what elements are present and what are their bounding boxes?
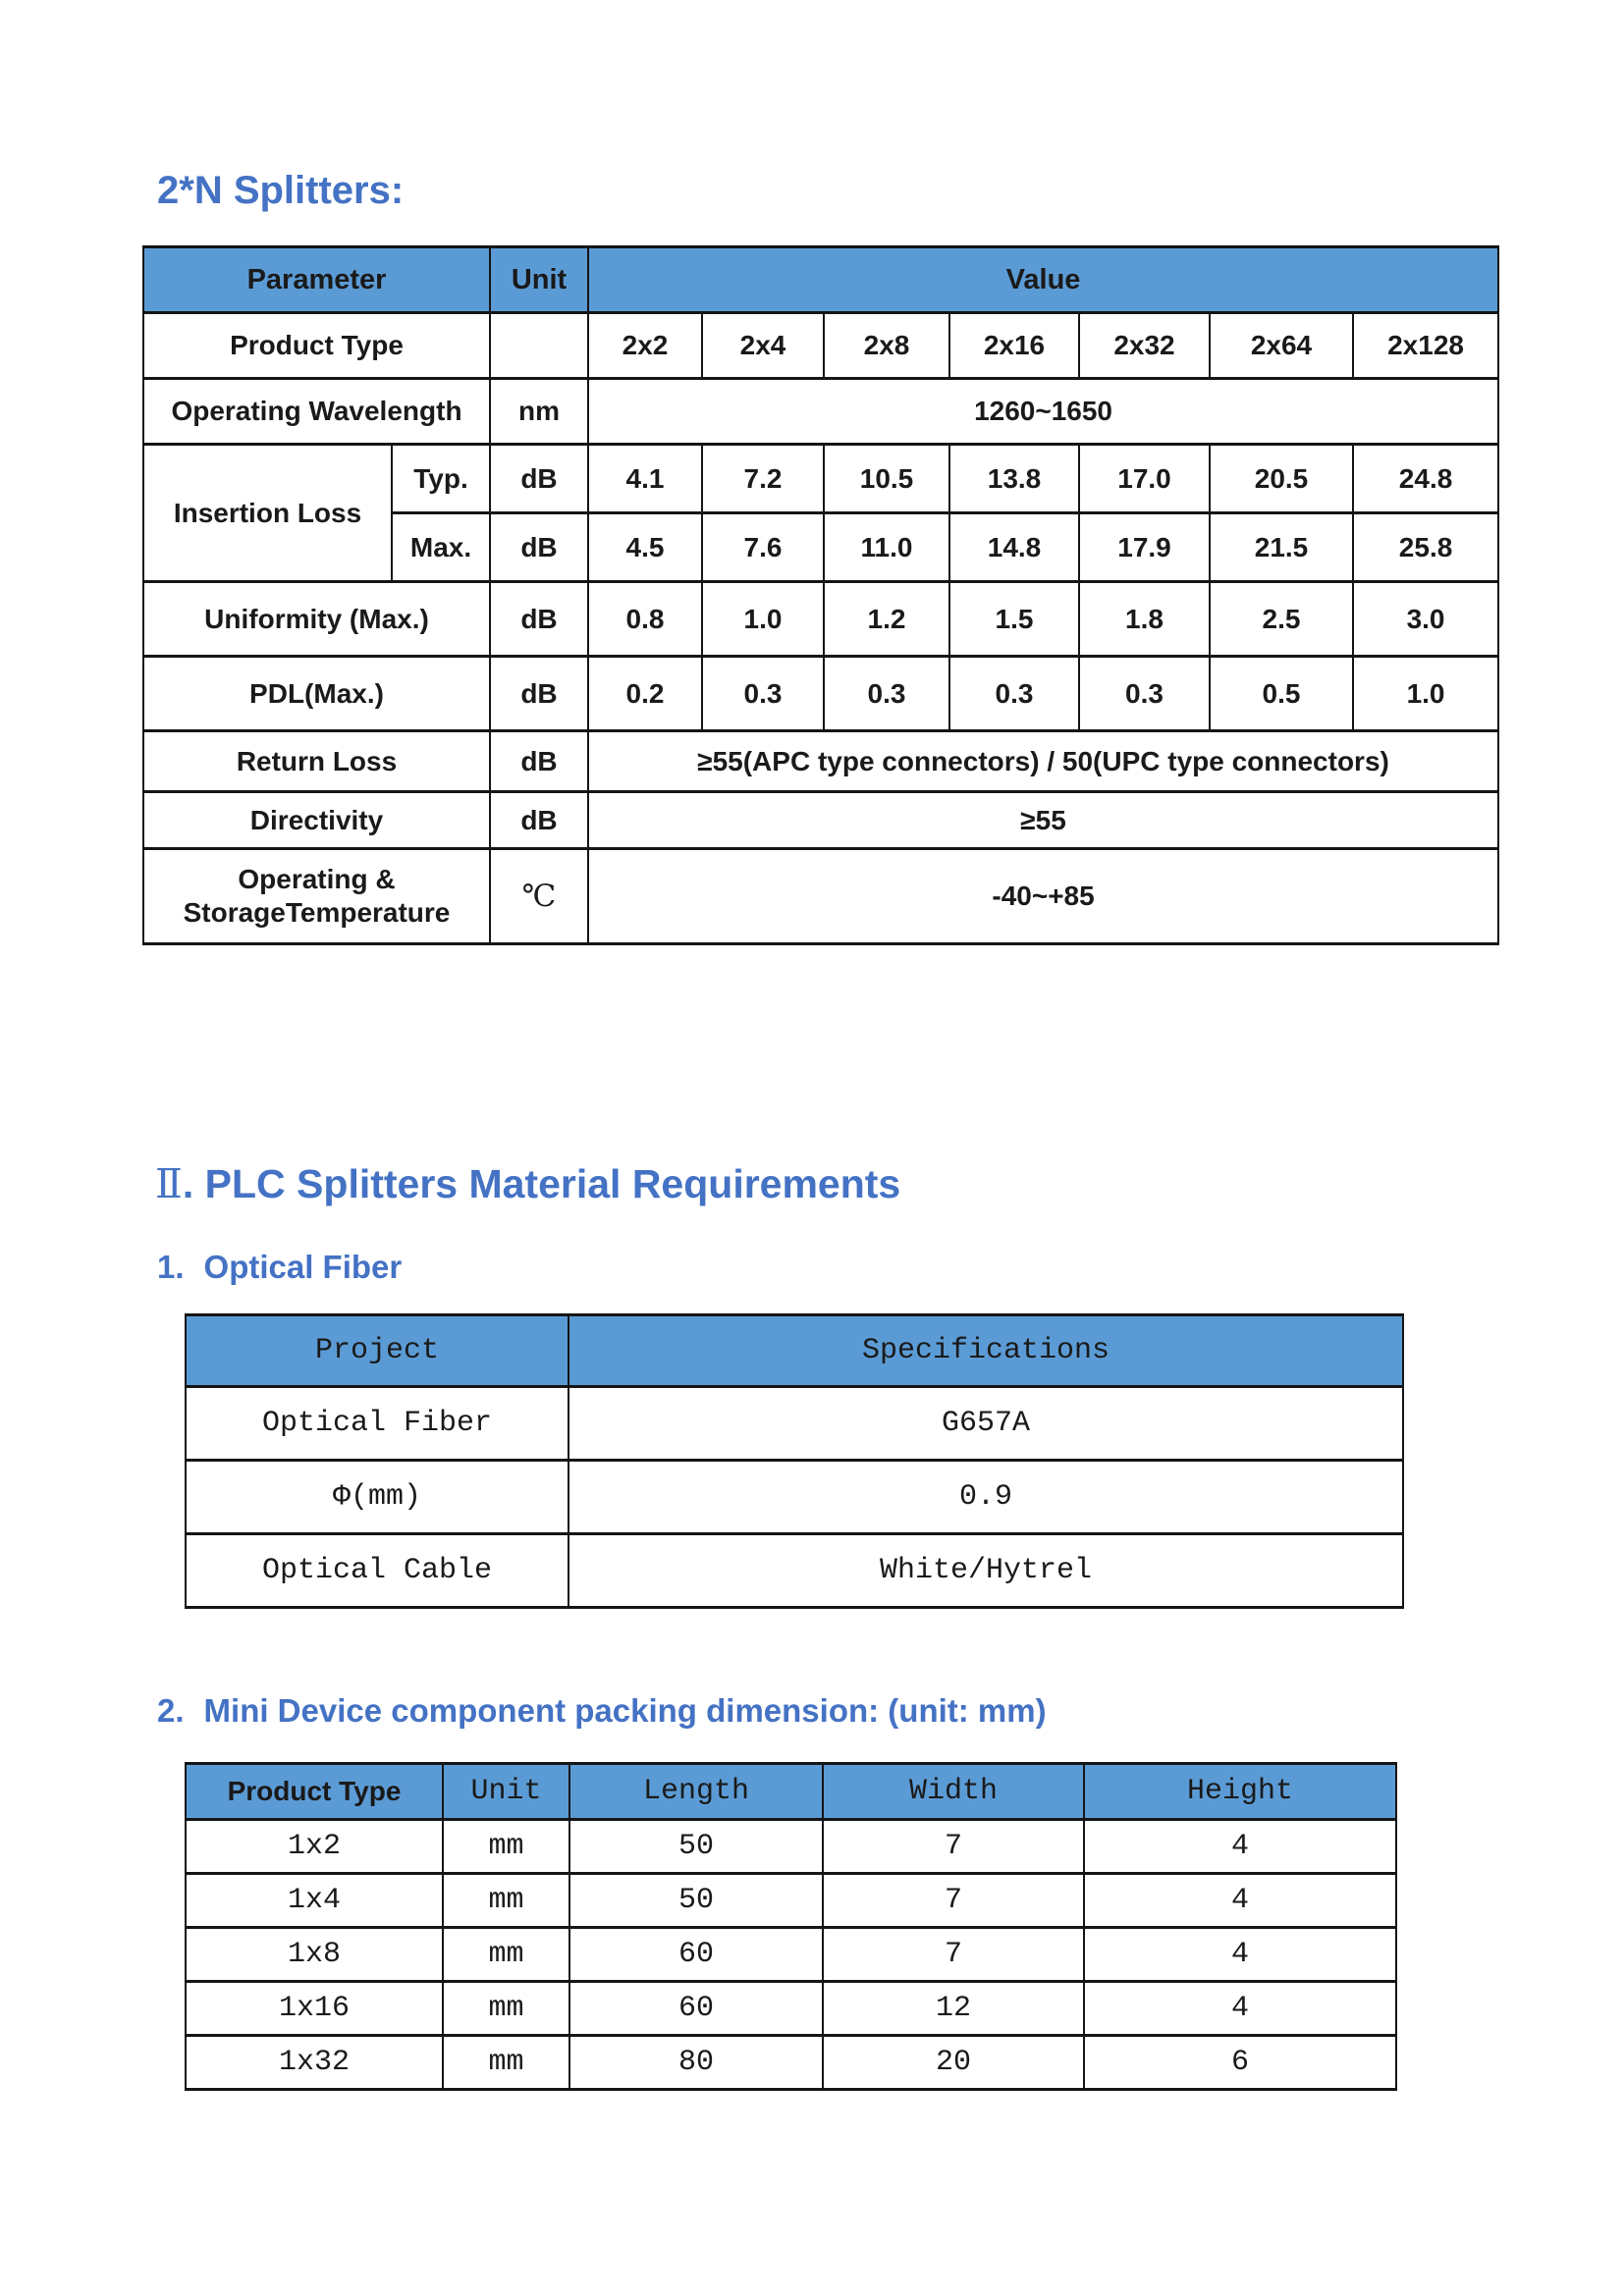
row-label-uniformity: Uniformity (Max.) (143, 582, 490, 657)
insertion-typ-value: 10.5 (824, 445, 949, 513)
table-header-row (143, 247, 1498, 313)
uniformity-row (143, 582, 1498, 657)
col-header-parameter: Parameter (143, 247, 490, 313)
length-cell: 60 (569, 1928, 823, 1982)
table-row (186, 1820, 1396, 1874)
row-label-insertion-loss: Insertion Loss (143, 445, 392, 582)
temperature-label-line2: StorageTemperature (183, 897, 451, 928)
product-type-cell: 1x32 (186, 2036, 443, 2090)
uniformity-value: 1.5 (949, 582, 1079, 657)
row-label-product-type: Product Type (143, 313, 490, 379)
pdl-value: 1.0 (1353, 657, 1498, 731)
col-header-specifications: Specifications (568, 1315, 1403, 1387)
length-cell: 80 (569, 2036, 823, 2090)
insertion-typ-value: 13.8 (949, 445, 1079, 513)
optical-fiber-heading-number: 1. (157, 1249, 185, 1285)
height-cell: 4 (1084, 1874, 1396, 1928)
sub-label-max: Max. (392, 513, 490, 582)
col-header-length: Length (569, 1764, 823, 1820)
return-loss-unit: dB (490, 731, 588, 792)
insertion-max-value: 25.8 (1353, 513, 1498, 582)
unit-cell: mm (443, 1982, 569, 2036)
uniformity-value: 1.8 (1079, 582, 1210, 657)
insertion-typ-value: 17.0 (1079, 445, 1210, 513)
row-label-directivity: Directivity (143, 792, 490, 849)
temperature-label-line1: Operating & (238, 863, 396, 894)
wavelength-unit: nm (490, 379, 588, 445)
width-cell: 7 (823, 1928, 1084, 1982)
row-label-temperature (143, 849, 490, 944)
table-row (186, 1874, 1396, 1928)
directivity-row (143, 792, 1498, 849)
pdl-value: 0.3 (1079, 657, 1210, 731)
uniformity-value: 3.0 (1353, 582, 1498, 657)
length-cell: 50 (569, 1874, 823, 1928)
insertion-typ-value: 7.2 (702, 445, 824, 513)
product-type-cell: 1x2 (186, 1820, 443, 1874)
row-label-return-loss: Return Loss (143, 731, 490, 792)
height-cell: 4 (1084, 1820, 1396, 1874)
table-row (186, 1928, 1396, 1982)
insertion-typ-value: 20.5 (1210, 445, 1353, 513)
table-header-row (186, 1764, 1396, 1820)
unit-cell: mm (443, 1874, 569, 1928)
insertion-max-value: 21.5 (1210, 513, 1353, 582)
product-type-value: 2x128 (1353, 313, 1498, 379)
packing-dimension-heading (157, 1692, 1047, 1730)
width-cell: 20 (823, 2036, 1084, 2090)
project-cell: Optical Fiber (186, 1387, 568, 1461)
height-cell: 4 (1084, 1982, 1396, 2036)
optical-fiber-table (185, 1313, 1404, 1609)
project-cell: Φ(mm) (186, 1461, 568, 1534)
table-row (186, 1387, 1403, 1461)
project-cell: Optical Cable (186, 1534, 568, 1608)
table-row (186, 1982, 1396, 2036)
length-cell: 50 (569, 1820, 823, 1874)
temperature-row (143, 849, 1498, 944)
table-row (186, 2036, 1396, 2090)
material-requirements-heading (155, 1160, 900, 1207)
packing-heading-text: Mini Device component packing dimension: (unit: mm) (203, 1692, 1047, 1729)
insertion-typ-value: 24.8 (1353, 445, 1498, 513)
uniformity-value: 1.2 (824, 582, 949, 657)
section-numeral: Ⅱ (155, 1160, 183, 1207)
product-type-cell: 1x16 (186, 1982, 443, 2036)
table-row (186, 1461, 1403, 1534)
wavelength-row (143, 379, 1498, 445)
insertion-max-value: 11.0 (824, 513, 949, 582)
section-title-text: . PLC Splitters Material Requirements (182, 1161, 901, 1206)
width-cell: 7 (823, 1820, 1084, 1874)
temperature-unit: ℃ (490, 849, 588, 944)
return-loss-row (143, 731, 1498, 792)
product-type-value: 2x4 (702, 313, 824, 379)
wavelength-value: 1260~1650 (588, 379, 1498, 445)
pdl-value: 0.2 (588, 657, 702, 731)
insertion-max-value: 7.6 (702, 513, 824, 582)
optical-fiber-heading-text: Optical Fiber (203, 1249, 403, 1285)
pdl-value: 0.3 (702, 657, 824, 731)
specification-cell: G657A (568, 1387, 1403, 1461)
product-type-value: 2x8 (824, 313, 949, 379)
table-header-row (186, 1315, 1403, 1387)
product-type-value: 2x16 (949, 313, 1079, 379)
length-cell: 60 (569, 1982, 823, 2036)
insertion-max-value: 17.9 (1079, 513, 1210, 582)
sub-label-typ: Typ. (392, 445, 490, 513)
col-header-value: Value (588, 247, 1498, 313)
col-header-width: Width (823, 1764, 1084, 1820)
width-cell: 7 (823, 1874, 1084, 1928)
product-type-value: 2x32 (1079, 313, 1210, 379)
unit-cell-empty (490, 313, 588, 379)
uniformity-value: 1.0 (702, 582, 824, 657)
return-loss-value: ≥55(APC type connectors) / 50(UPC type connectors) (588, 731, 1498, 792)
pdl-row (143, 657, 1498, 731)
insertion-loss-typ-row (143, 445, 1498, 513)
col-header-unit: Unit (490, 247, 588, 313)
specification-cell: 0.9 (568, 1461, 1403, 1534)
product-type-row (143, 313, 1498, 379)
splitters-title: 2*N Splitters: (157, 169, 405, 212)
packing-heading-number: 2. (157, 1692, 185, 1729)
packing-dimension-table (185, 1762, 1397, 2091)
pdl-value: 0.3 (949, 657, 1079, 731)
insertion-max-value: 4.5 (588, 513, 702, 582)
unit-cell: mm (443, 1820, 569, 1874)
uniformity-value: 0.8 (588, 582, 702, 657)
width-cell: 12 (823, 1982, 1084, 2036)
insertion-typ-value: 4.1 (588, 445, 702, 513)
insertion-typ-unit: dB (490, 445, 588, 513)
product-type-cell: 1x8 (186, 1928, 443, 1982)
height-cell: 4 (1084, 1928, 1396, 1982)
col-header-unit: Unit (443, 1764, 569, 1820)
product-type-value: 2x64 (1210, 313, 1353, 379)
insertion-max-value: 14.8 (949, 513, 1079, 582)
pdl-unit: dB (490, 657, 588, 731)
col-header-product-type: Product Type (186, 1764, 443, 1820)
col-header-height: Height (1084, 1764, 1396, 1820)
pdl-value: 0.3 (824, 657, 949, 731)
product-type-value: 2x2 (588, 313, 702, 379)
optical-fiber-heading (157, 1249, 402, 1286)
product-type-cell: 1x4 (186, 1874, 443, 1928)
col-header-project: Project (186, 1315, 568, 1387)
directivity-unit: dB (490, 792, 588, 849)
pdl-value: 0.5 (1210, 657, 1353, 731)
unit-cell: mm (443, 1928, 569, 1982)
unit-cell: mm (443, 2036, 569, 2090)
uniformity-value: 2.5 (1210, 582, 1353, 657)
uniformity-unit: dB (490, 582, 588, 657)
table-row (186, 1534, 1403, 1608)
splitters-spec-table (142, 245, 1499, 945)
specification-cell: White/Hytrel (568, 1534, 1403, 1608)
height-cell: 6 (1084, 2036, 1396, 2090)
insertion-max-unit: dB (490, 513, 588, 582)
directivity-value: ≥55 (588, 792, 1498, 849)
row-label-wavelength: Operating Wavelength (143, 379, 490, 445)
row-label-pdl: PDL(Max.) (143, 657, 490, 731)
temperature-value: -40~+85 (588, 849, 1498, 944)
